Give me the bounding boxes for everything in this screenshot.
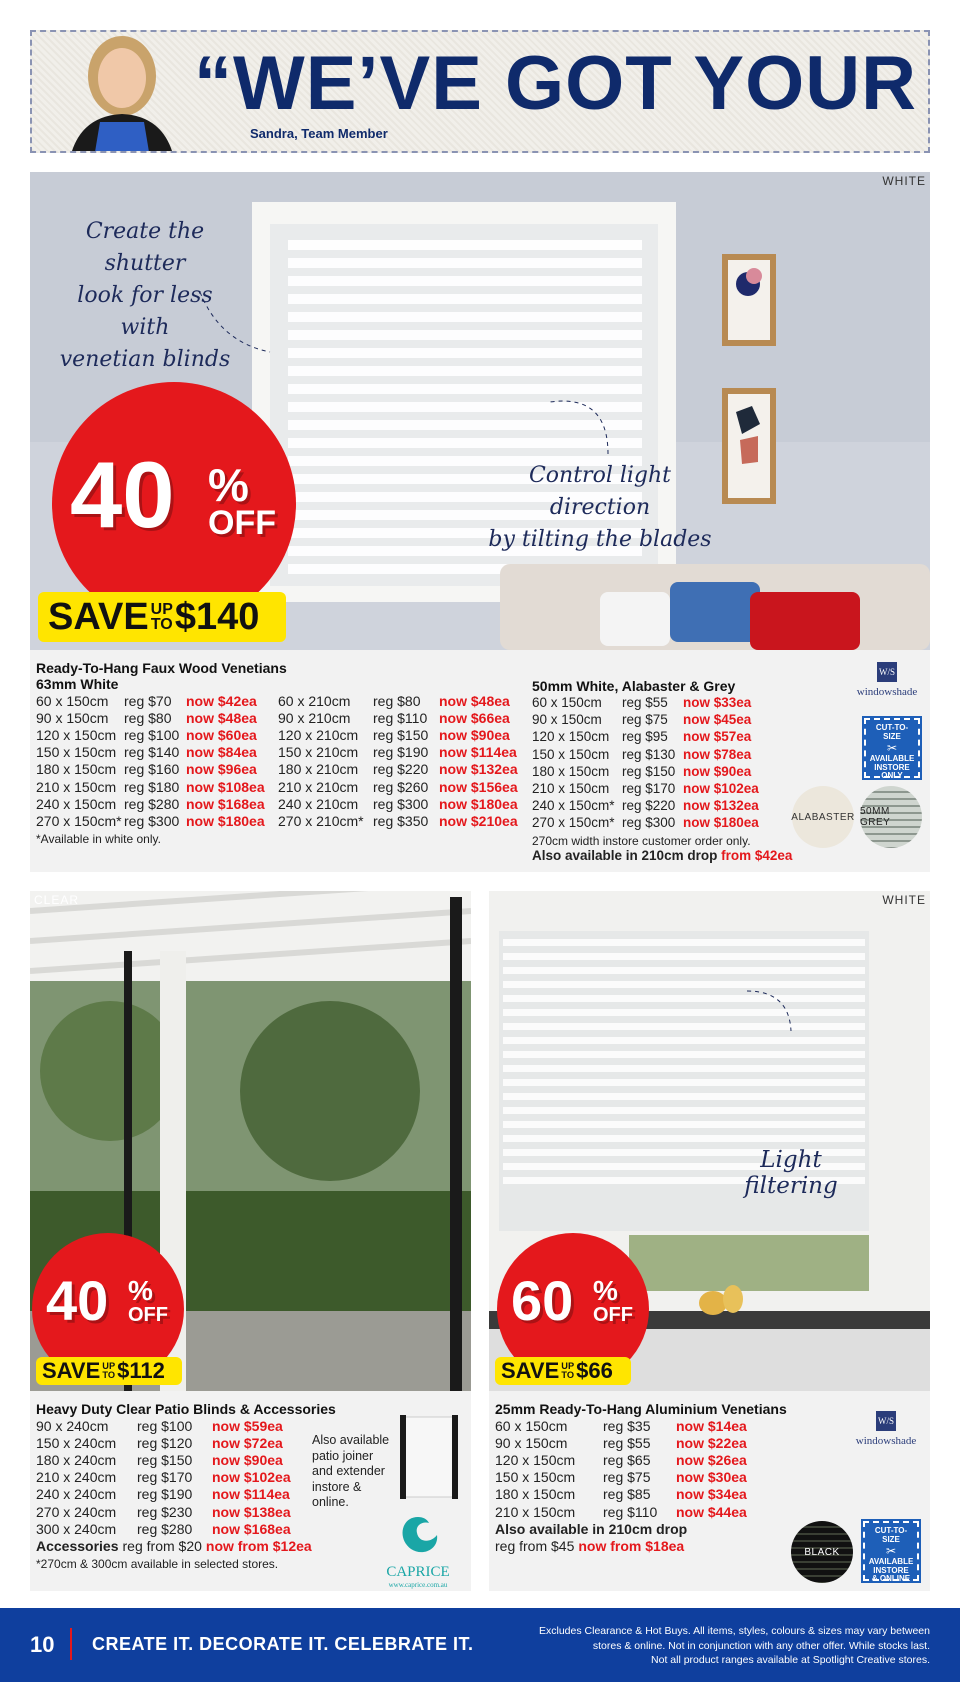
product-title: 25mm Ready-To-Hang Aluminium Venetians xyxy=(495,1401,787,1417)
price-row: 240 x 150cm* reg $220 now $132ea xyxy=(532,798,759,814)
page-number: 10 xyxy=(30,1632,55,1657)
swatch-grey: 50MM GREY xyxy=(860,786,922,848)
color-label: WHITE xyxy=(882,893,926,907)
also-available-price: reg from $45 now from $18ea xyxy=(495,1537,685,1554)
price-row: 60 x 210cm reg $80 now $48ea xyxy=(278,692,510,709)
color-label: CLEAR xyxy=(34,893,80,907)
product-title: Heavy Duty Clear Patio Blinds & Accessories xyxy=(36,1401,336,1417)
caprice-wave-icon xyxy=(393,1513,443,1559)
cut-to-size-badge: CUT-TO-SIZE ✂ AVAILABLE INSTORE & ONLINE xyxy=(863,1521,919,1581)
product-subtitle: 63mm White xyxy=(36,676,119,692)
price-row: 60 x 150cm reg $70 now $42ea xyxy=(36,692,257,709)
also-available: Also available in 210cm drop from $42ea xyxy=(532,847,793,863)
price-row: 150 x 150cm reg $140 now $84ea xyxy=(36,744,257,761)
aluminium-prices xyxy=(495,1401,825,1555)
price-row: 120 x 210cm reg $150 now $90ea xyxy=(278,726,510,743)
also-available: Also available in 210cm drop xyxy=(495,1520,688,1537)
price-table-210 xyxy=(278,692,536,830)
price-row: 90 x 150cm reg $55 now $22ea xyxy=(495,1434,747,1451)
discount-roundel xyxy=(52,382,296,626)
team-member-photo xyxy=(50,30,190,153)
save-badge: SAVE UP TO $66 xyxy=(495,1357,631,1385)
accessory-note: Also available patio joiner and extender instore & online. xyxy=(312,1433,390,1509)
scissors-icon: ✂ xyxy=(886,740,898,755)
footer-tagline: CREATE IT. DECORATE IT. CELEBRATE IT. xyxy=(92,1634,474,1654)
footer-disclaimer: Excludes Clearance & Hot Buys. All items, styles, colours & sizes may vary between stores & online. Not in conjunction with any other offer. While stocks last. Not all product ranges available at Spotlight Creative stores. xyxy=(539,1625,930,1667)
shutter-note: Create the shutter look for less with venetian blinds xyxy=(59,219,231,372)
price-row: 270 x 150cm* reg $300 now $180ea xyxy=(36,812,265,829)
price-row: 120 x 150cm reg $95 now $57ea xyxy=(532,729,752,745)
discount-percent: % xyxy=(208,459,249,511)
discount-number: 60 xyxy=(511,1269,574,1332)
discount-percent: % xyxy=(593,1275,618,1306)
price-row: 180 x 150cm reg $150 now $90ea xyxy=(532,763,752,779)
price-row: 240 x 150cm reg $280 now $168ea xyxy=(36,795,265,812)
color-label: WHITE xyxy=(882,174,926,188)
product-title: Ready-To-Hang Faux Wood Venetians xyxy=(36,660,287,676)
price-row: 60 x 150cm reg $35 now $14ea xyxy=(495,1417,747,1434)
light-filtering-note: Light filtering xyxy=(744,1147,838,1199)
price-row: 210 x 150cm reg $180 now $108ea xyxy=(36,778,265,795)
patio-panel xyxy=(30,891,471,1591)
price-row: 120 x 150cm reg $100 now $60ea xyxy=(36,726,257,743)
fifty-mm-title: 50mm White, Alabaster & Grey xyxy=(532,678,736,694)
price-row: 300 x 240cm reg $280 now $168ea xyxy=(36,1520,291,1537)
price-row: 180 x 240cm reg $150 now $90ea xyxy=(36,1451,283,1468)
swatch-alabaster: ALABASTER xyxy=(792,786,854,848)
footnote: *Available in white only. xyxy=(36,831,161,846)
faux-wood-panel xyxy=(30,172,930,872)
save-badge: SAVE UP TO $140 xyxy=(38,592,286,642)
discount-off: OFF xyxy=(128,1304,168,1326)
faux-wood-prices xyxy=(36,660,536,846)
price-row: 120 x 150cm reg $65 now $26ea xyxy=(495,1451,747,1468)
footnote: *270cm & 300cm available in selected stores. xyxy=(36,1556,279,1571)
price-row: 90 x 150cm reg $80 now $48ea xyxy=(36,709,257,726)
price-row: 240 x 240cm reg $190 now $114ea xyxy=(36,1486,290,1503)
price-row: 150 x 150cm reg $75 now $30ea xyxy=(495,1469,747,1486)
scissors-icon: ✂ xyxy=(885,1543,897,1558)
tilt-note: Control light direction by tilting the blades xyxy=(488,463,712,552)
width-note: 270cm width instore customer order only. xyxy=(532,833,751,848)
banner-headline: “WE’VE GOT YOUR xyxy=(194,41,918,126)
price-row: 90 x 150cm reg $75 now $45ea xyxy=(532,712,752,728)
price-row: 270 x 150cm* reg $300 now $180ea xyxy=(532,815,759,831)
price-table-150 xyxy=(36,692,278,830)
swatch-black: BLACK xyxy=(791,1521,853,1583)
discount-number: 40 xyxy=(70,442,175,547)
price-row: 150 x 210cm reg $190 now $114ea xyxy=(278,744,517,761)
windowshade-logo: W/S windowshade xyxy=(851,1411,921,1447)
price-row: 210 x 240cm reg $170 now $102ea xyxy=(36,1469,291,1486)
price-row: 270 x 210cm* reg $350 now $210ea xyxy=(278,812,518,829)
price-row: 180 x 150cm reg $85 now $34ea xyxy=(495,1486,747,1503)
discount-off: OFF xyxy=(208,504,276,542)
windowshade-logo: W/S windowshade xyxy=(852,662,922,698)
footer xyxy=(0,1608,960,1682)
price-row: 210 x 150cm reg $170 now $102ea xyxy=(532,781,759,797)
price-row: 90 x 210cm reg $110 now $66ea xyxy=(278,709,510,726)
fifty-mm-prices xyxy=(532,678,792,863)
accessories-row: Accessories reg from $20 now from $12ea xyxy=(36,1537,312,1554)
price-row: 150 x 150cm reg $130 now $78ea xyxy=(532,746,752,762)
price-row: 270 x 240cm reg $230 now $138ea xyxy=(36,1503,291,1520)
price-row: 90 x 240cm reg $100 now $59ea xyxy=(36,1417,283,1434)
price-row: 60 x 150cm reg $55 now $33ea xyxy=(532,695,752,711)
discount-number: 40 xyxy=(46,1269,109,1332)
price-row: 180 x 210cm reg $220 now $132ea xyxy=(278,761,518,778)
discount-percent: % xyxy=(128,1275,153,1306)
price-row: 210 x 210cm reg $260 now $156ea xyxy=(278,778,518,795)
banner-caption: Sandra, Team Member xyxy=(250,126,388,141)
patio-joiner-image xyxy=(394,1411,464,1503)
price-row: 240 x 210cm reg $300 now $180ea xyxy=(278,795,518,812)
promo-banner xyxy=(30,30,930,153)
price-row: 150 x 240cm reg $120 now $72ea xyxy=(36,1434,283,1451)
footer-divider xyxy=(70,1628,72,1660)
price-row: 180 x 150cm reg $160 now $96ea xyxy=(36,761,257,778)
caprice-logo: CAPRICE www.caprice.com.au xyxy=(372,1513,464,1589)
aluminium-panel xyxy=(489,891,930,1591)
discount-off: OFF xyxy=(593,1304,633,1326)
cut-to-size-badge: CUT-TO-SIZE ✂ AVAILABLE INSTORE ONLY xyxy=(864,718,920,778)
patio-prices xyxy=(36,1401,336,1571)
price-row: 210 x 150cm reg $110 now $44ea xyxy=(495,1503,747,1520)
save-badge: SAVE UP TO $112 xyxy=(36,1357,182,1385)
